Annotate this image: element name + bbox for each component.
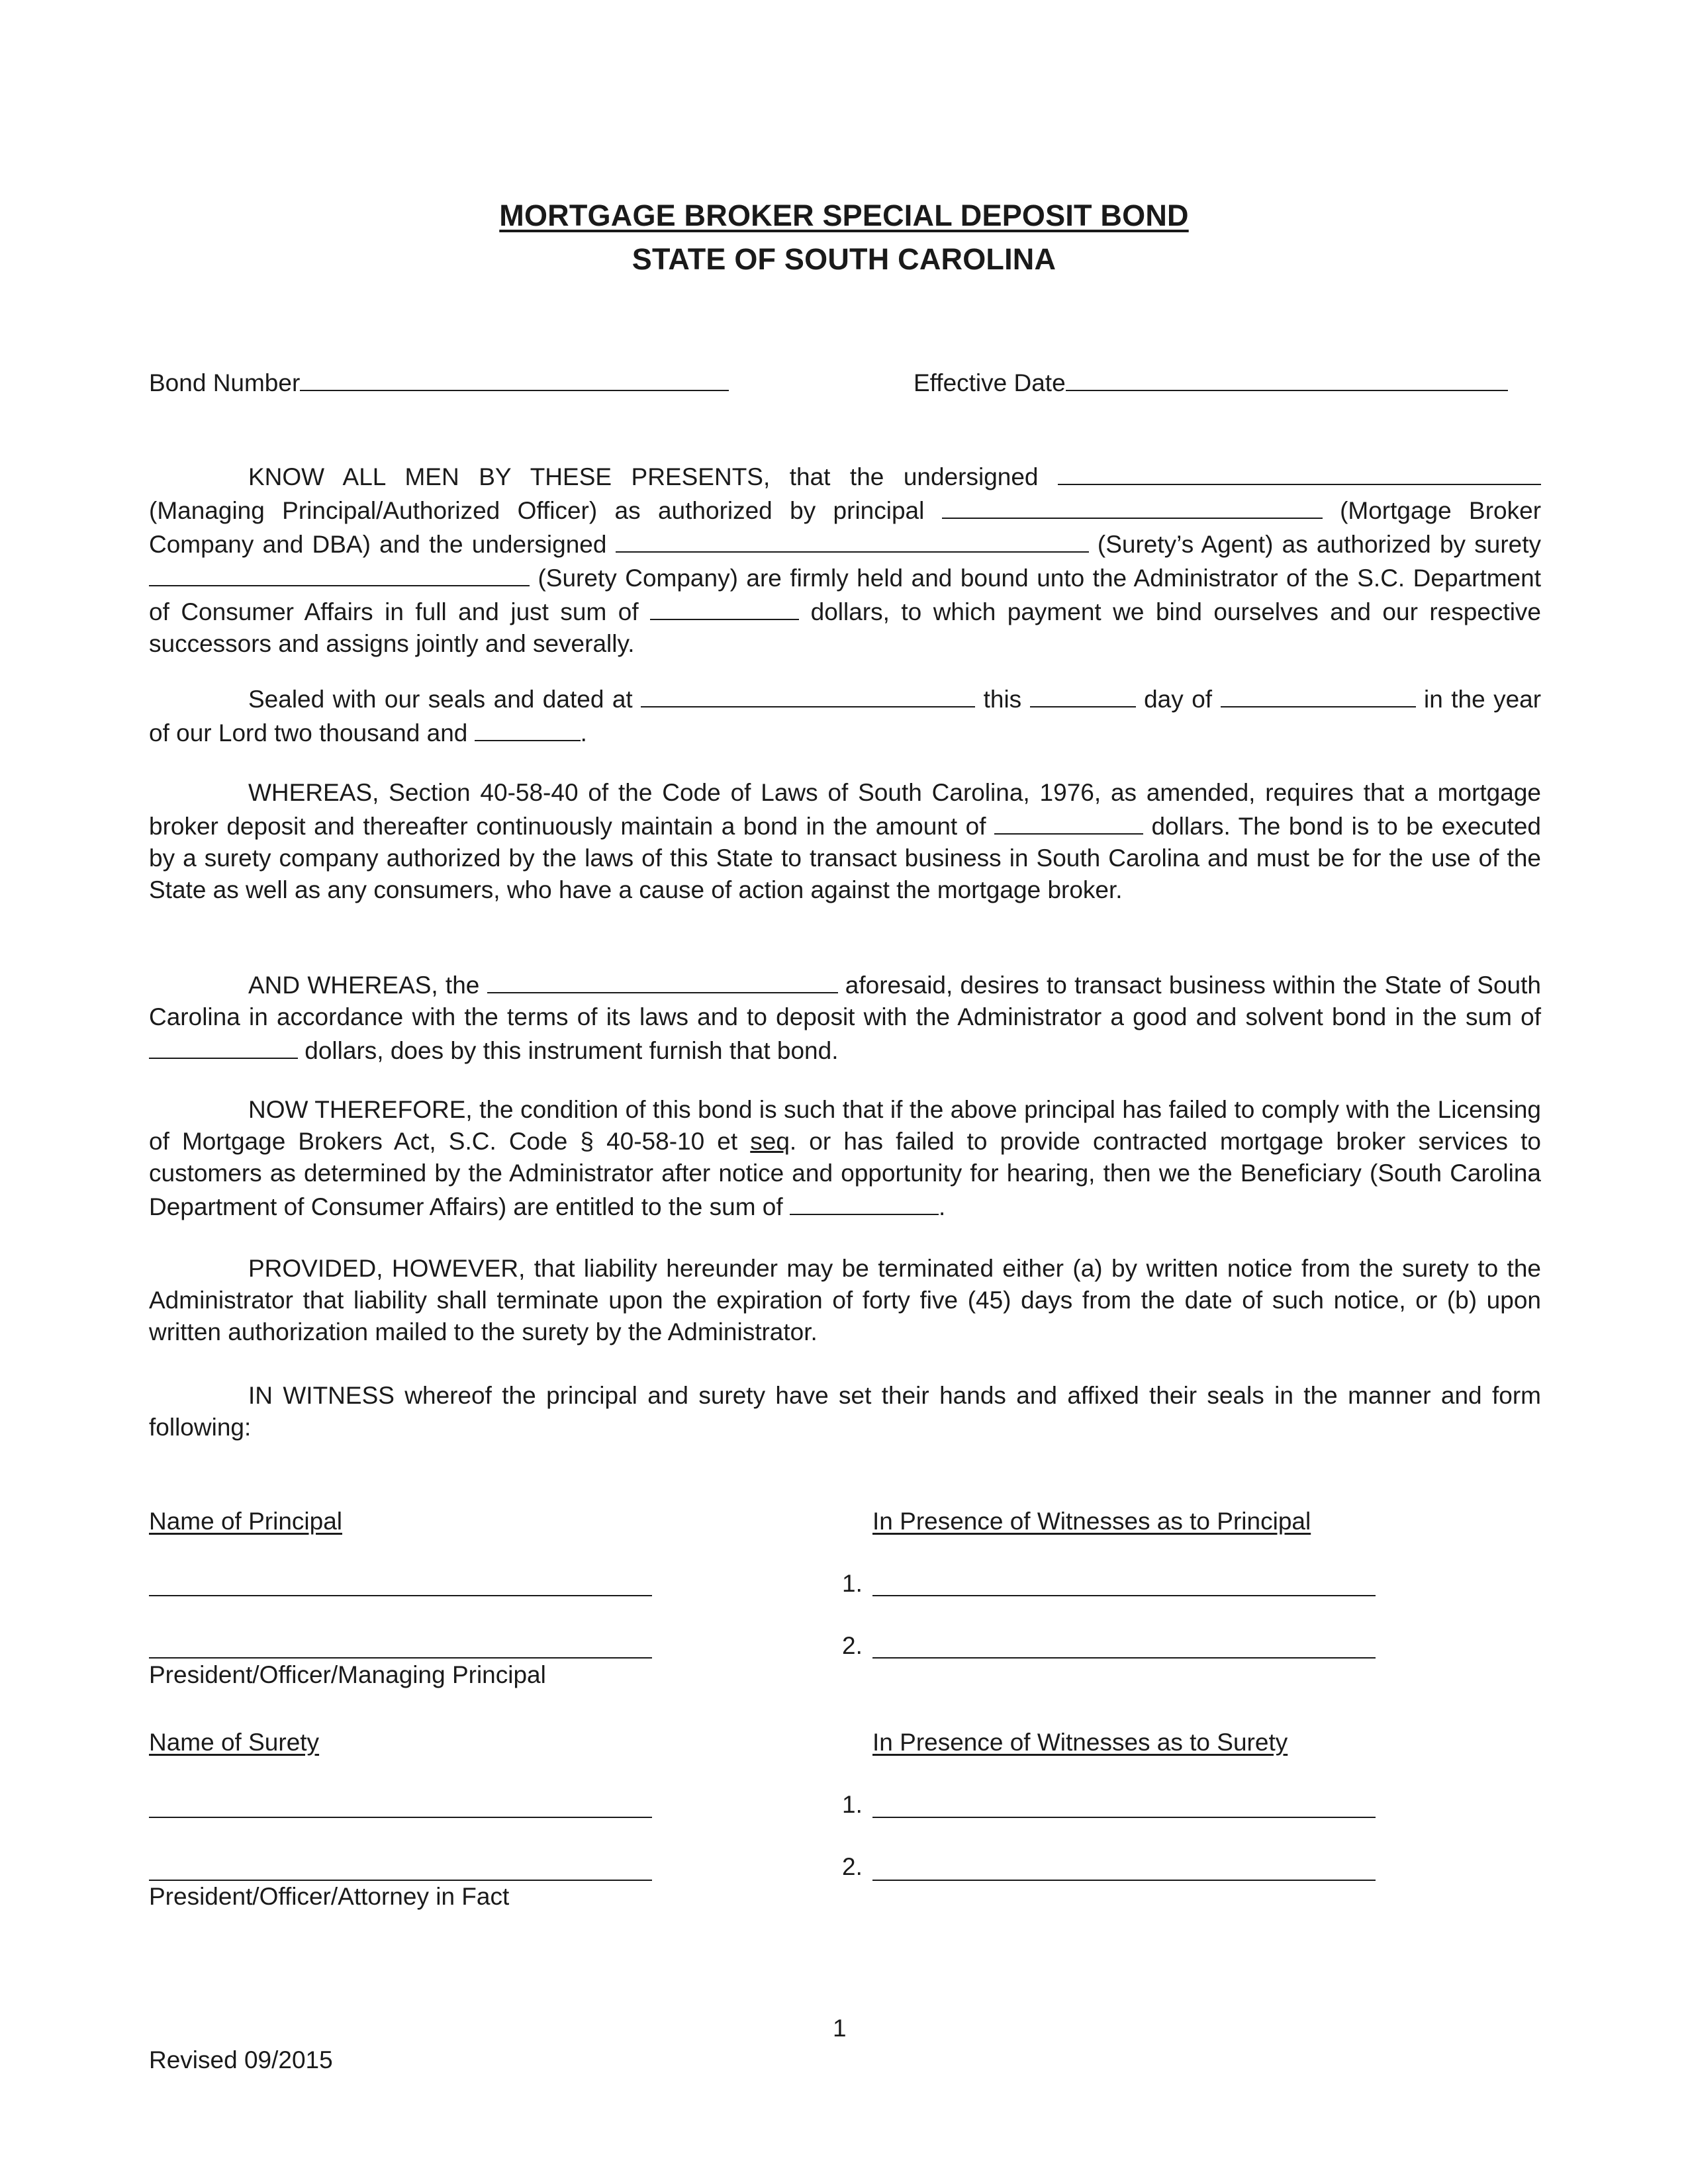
surety-witness-1-line[interactable] bbox=[872, 1817, 1376, 1818]
name-of-principal-heading: Name of Principal bbox=[149, 1508, 343, 1535]
principal-witness-1-line[interactable] bbox=[872, 1595, 1376, 1596]
document-title: MORTGAGE BROKER SPECIAL DEPOSIT BOND bbox=[499, 199, 1189, 232]
surety-signature-line[interactable] bbox=[149, 1880, 652, 1881]
now-therefore-paragraph: NOW THEREFORE, the condition of this bond is such that if the above principal has failed to comply with the Licensing of Mortgage Brokers Act, S.C. Code § 40-58-10 et seq. or has failed to provide contracted mortgage broker services to customers as determined by the Administrator after notice and opportunity for hearing, then we the Beneficiary (South Carolina Department of Consumer Affairs) are entitled to the sum of . bbox=[149, 1096, 1541, 1220]
witnesses-principal-heading: In Presence of Witnesses as to Principal bbox=[872, 1508, 1311, 1535]
sealed-year-blank[interactable] bbox=[475, 715, 581, 741]
principal-signature-line[interactable] bbox=[149, 1657, 652, 1659]
effective-date-field bbox=[914, 365, 1508, 397]
and-whereas-paragraph: AND WHEREAS, the aforesaid, desires to transact business within the State of South Carolina in accordance with the terms of its laws and to deposit with the Administrator a good and solvent bond in the sum of dollars, does by this instrument furnish that bond. bbox=[149, 968, 1541, 1067]
witnesses-surety-heading: In Presence of Witnesses as to Surety bbox=[872, 1729, 1288, 1756]
bond-number-input[interactable] bbox=[300, 365, 729, 391]
revision-note: Revised 09/2015 bbox=[149, 2046, 333, 2073]
surety-agent-blank[interactable] bbox=[616, 527, 1089, 553]
name-of-surety-heading: Name of Surety bbox=[149, 1729, 320, 1756]
in-witness-paragraph: IN WITNESS whereof the principal and surety have set their hands and affixed their seals in the manner and form following: bbox=[149, 1382, 1541, 1441]
principal-name-line[interactable] bbox=[149, 1595, 652, 1596]
principal-witness-2-line[interactable] bbox=[872, 1657, 1376, 1659]
solvent-sum-blank[interactable] bbox=[149, 1033, 298, 1059]
principal-blank[interactable] bbox=[942, 493, 1323, 519]
witness-number: 1. bbox=[842, 1570, 863, 1597]
surety-name-line[interactable] bbox=[149, 1817, 652, 1818]
surety-company-blank[interactable] bbox=[149, 561, 530, 586]
bond-number-label: Bond Number bbox=[149, 369, 301, 396]
sum-blank[interactable] bbox=[650, 594, 799, 620]
document-subtitle: STATE OF SOUTH CAROLINA bbox=[632, 242, 1056, 276]
sealed-paragraph: Sealed with our seals and dated at this day of in the year of our Lord two thousand and . bbox=[149, 682, 1541, 749]
surety-witness-2-line[interactable] bbox=[872, 1880, 1376, 1881]
beneficiary-sum-blank[interactable] bbox=[790, 1189, 939, 1215]
witness-number: 2. bbox=[842, 1632, 863, 1659]
witness-number: 2. bbox=[842, 1853, 863, 1880]
effective-date-input[interactable] bbox=[1066, 365, 1508, 391]
surety-role-label: President/Officer/Attorney in Fact bbox=[149, 1883, 510, 1910]
sealed-month-blank[interactable] bbox=[1221, 682, 1416, 707]
provided-paragraph: PROVIDED, HOWEVER, that liability hereunder may be terminated either (a) by written notice from the surety to the Administrator that liability shall terminate upon the expiration of forty five (45) days from the date of such notice, or (b) upon written authorization mailed to the surety by the Administrator. bbox=[149, 1255, 1541, 1345]
witness-number: 1. bbox=[842, 1791, 863, 1818]
effective-date-label: Effective Date bbox=[914, 369, 1066, 396]
bond-amount-blank[interactable] bbox=[994, 809, 1143, 835]
know-all-paragraph: KNOW ALL MEN BY THESE PRESENTS, that the undersigned (Managing Principal/Authorized Officer) as authorized by principal (Mortgage Broker Company and DBA) and the undersigned (Surety’s Agent) as authorized by surety (Surety Company) are firmly held and bound unto the Administrator of the S.C. Department of Consumer Affairs in full and just sum of dollars, to which payment we bind ourselves and our respective successors and assigns jointly and severally. bbox=[149, 459, 1541, 660]
whereas-paragraph: WHEREAS, Section 40-58-40 of the Code of Laws of South Carolina, 1976, as amended, requires that a mortgage broker deposit and thereafter continuously maintain a bond in the amount of dollars. The bond is to be executed by a surety company authorized by the laws of this State to transact business in South Carolina and must be for the use of the State as well as any consumers, who have a cause of action against the mortgage broker. bbox=[149, 779, 1541, 903]
sealed-day-blank[interactable] bbox=[1030, 682, 1136, 707]
sealed-location-blank[interactable] bbox=[641, 682, 975, 707]
broker-name-blank[interactable] bbox=[487, 968, 838, 993]
bond-number-field bbox=[149, 365, 729, 397]
principal-role-label: President/Officer/Managing Principal bbox=[149, 1661, 546, 1688]
page-number: 1 bbox=[833, 2015, 847, 2042]
managing-principal-blank[interactable] bbox=[1058, 459, 1541, 485]
